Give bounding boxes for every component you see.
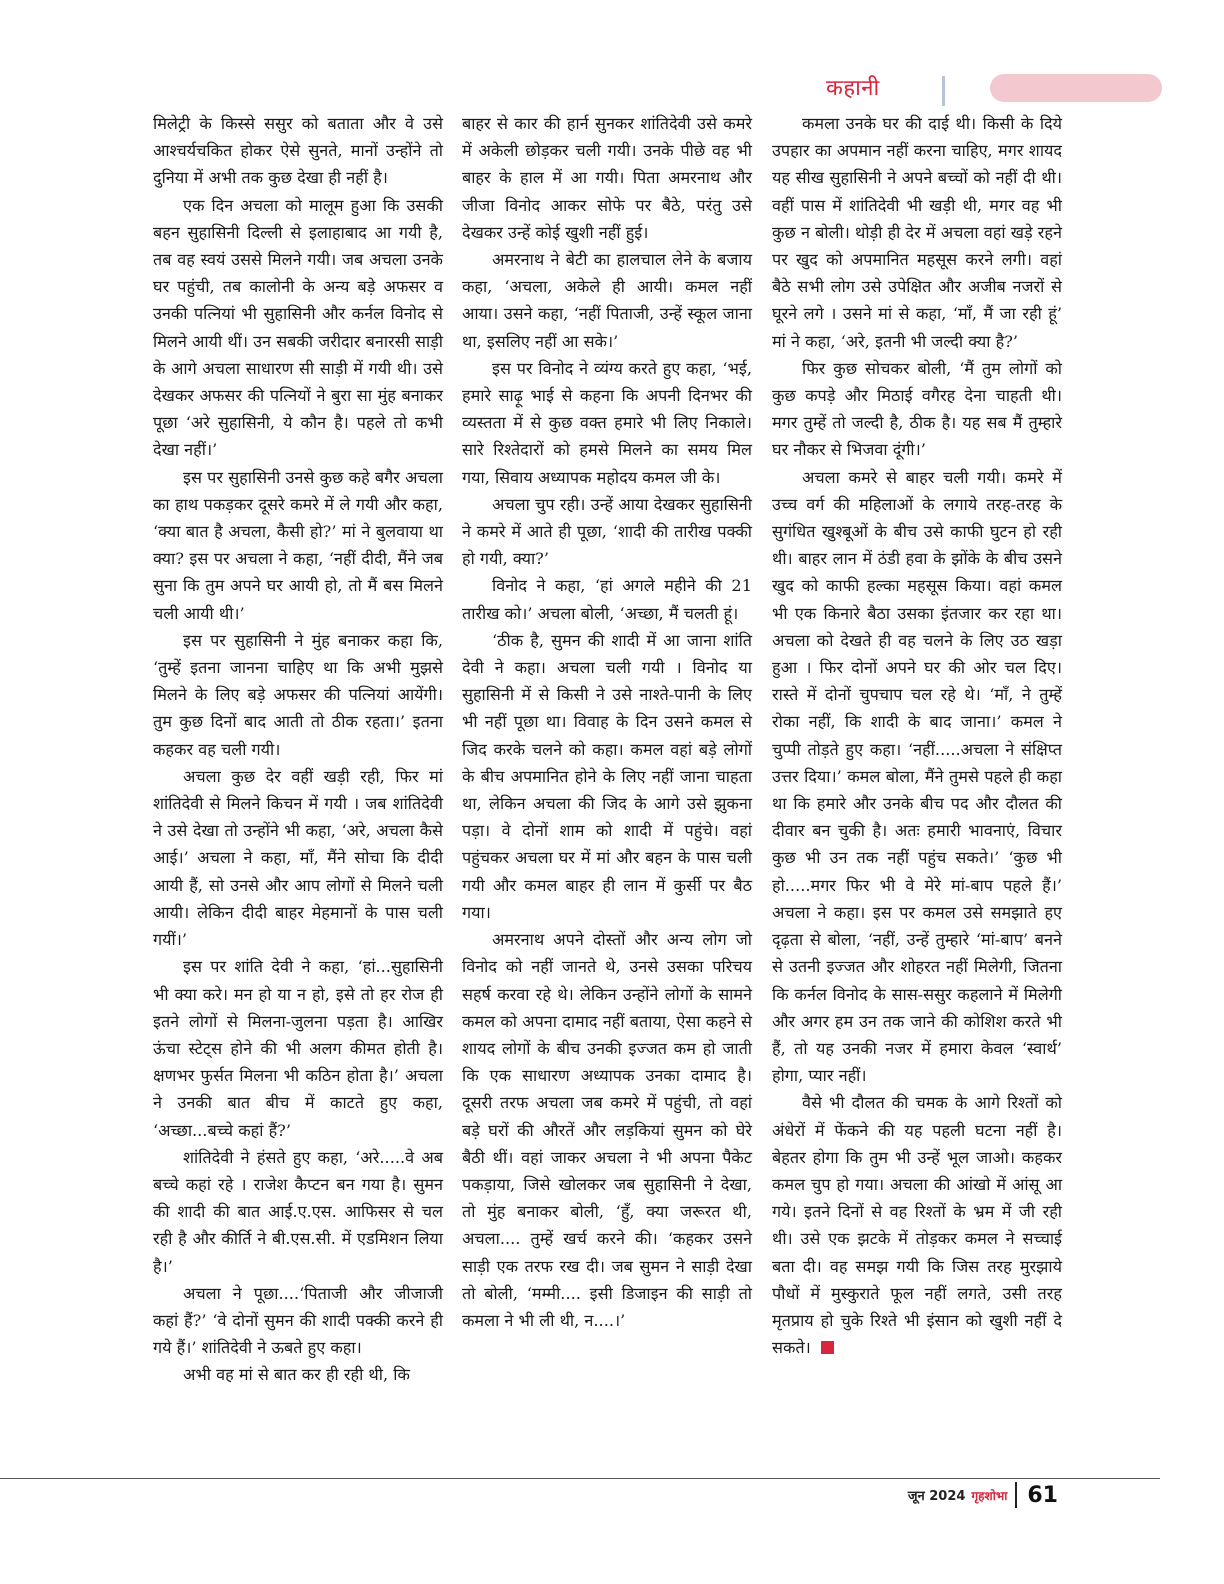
paragraph-text: बाहर से कार की हार्न सुनकर शांतिदेवी उसे कमरे में अकेली छोड़कर चली गयी। उनके पीछे वह भी बाहर के हाल में आ गयी। पिता अमरनाथ और जीजा विनोद आकर सोफे पर बैठे, परंतु उसे देखकर उन्हें कोई खुशी नहीं हुई। [462, 114, 752, 242]
paragraph-text: फिर कुछ सोचकर बोली, ‘मैं तुम लोगों को कुछ कपड़े और मिठाई वगैरह देना चाहती थी। मगर तुम्हें तो जल्दी है, ठीक है। यह सब मैं तुम्हारे घर नौकर से भिजवा दूंगी।’ [772, 358, 1062, 460]
paragraph [462, 355, 752, 491]
text-column-3 [772, 110, 1062, 1361]
text-column-2 [462, 110, 752, 1334]
paragraph [772, 464, 1062, 1090]
decorative-pill [990, 74, 1162, 102]
paragraph-text: एक दिन अचला को मालूम हुआ कि उसकी बहन सुहासिनी दिल्ली से इलाहाबाद आ गयी है, तब वह स्वयं उससे मिलने गयी। जब अचला उनके घर पहुंची, तब कालोनी के अन्य बड़े अफसर व उनकी पत्नियां भी सुहासिनी और कर्नल विनोद से मिलने आयी थीं। उन सबकी जरीदार बनारसी साड़ी के आगे अचला साधारण सी साड़ी में गयी थी। उसे देखकर अफसर की पत्नियों ने बुरा सा मुंह बनाकर पूछा ‘अरे सुहासिनी, ये कौन है। पहले तो कभी देखा नहीं।’ [153, 195, 443, 460]
paragraph [772, 1089, 1062, 1361]
paragraph-text: ‘ठीक है, सुमन की शादी में आ जाना शांति देवी ने कहा। अचला चली गयी । विनोद या सुहासिनी में से किसी ने उसे नाश्ते-पानी के लिए भी नहीं पूछा था। विवाह के दिन उसने कमल से जिद करके चलने को कहा। कमल वहां बड़े लोगों के बीच अपमानित होने के लिए नहीं जाना चाहता था, लेकिन अचला की जिद के आगे उसे झुकना पड़ा। वे दोनों शाम को शादी में पहुंचे। वहां पहुंचकर अचला घर में मां और बहन के पास चली गयी और कमल बाहर ही लान में कुर्सी पर बैठ गया। [462, 630, 752, 922]
paragraph-text: अचला कुछ देर वहीं खड़ी रही, फिर मां शांतिदेवी से मिलने किचन में गयी । जब शांतिदेवी ने उसे देखा तो उन्होंने भी कहा, ‘अरे, अचला कैसे आई।’ अचला ने कहा, माँ, मैंने सोचा कि दीदी आयी हैं, सो उनसे और आप लोगों से मिलने चली आयी। लेकिन दीदी बाहर मेहमानों के पास चली गयीं।’ [153, 766, 443, 950]
paragraph-text: शांतिदेवी ने हंसते हुए कहा, ‘अरे.....वे अब बच्चे कहां रहे । राजेश कैप्टन बन गया है। सुमन की शादी की बात आई.ए.एस. आफिसर से चल रही है और कीर्ति ने बी.एस.सी. में एडमिशन लिया है।’ [153, 1147, 443, 1276]
paragraph [772, 110, 1062, 355]
paragraph-text: इस पर विनोद ने व्यंग्य करते हुए कहा, ‘भई, हमारे साढ़ू भाई से कहना कि अपनी दिनभर की व्यस्तता में से कुछ वक्त हमारे भी लिए निकाले। सारे रिश्तेदारों को हमसे मिलने का समय मिल गया, सिवाय अध्यापक महोदय कमल जी के। [462, 358, 752, 487]
paragraph-text: इस पर सुहासिनी ने मुंह बनाकर कहा कि, ‘तुम्हें इतना जानना चाहिए था कि अभी मुझसे मिलने के लिए बड़े अफसर की पत्नियां आयेंगी। तुम कुछ दिनों बाद आती तो ठीक रहता।’ इतना कहकर वह चली गयी। [153, 630, 443, 759]
paragraph-text: मिलेट्री के किस्से ससुर को बताता और वे उसे आश्चर्यचकित होकर ऐसे सुनते, मानों उन्होंने तो दुनिया में अभी तक कुछ देखा ही नहीं है। [153, 114, 443, 188]
story-end-square-icon [821, 1341, 834, 1354]
paragraph-text: अमरनाथ ने बेटी का हालचाल लेने के बजाय कहा, ‘अचला, अकेले ही आयी। कमल नहीं आया। उसने कहा, ‘नहीं पिताजी, उन्हें स्कूल जाना था, इसलिए नहीं आ सके।’ [462, 250, 752, 351]
paragraph-text: विनोद ने कहा, ‘हां अगले महीने की 21 तारीख को।’ अचला बोली, ‘अच्छा, मैं चलती हूं। [462, 576, 752, 623]
paragraph [153, 110, 443, 192]
paragraph-text: अमरनाथ अपने दोस्तों और अन्य लोग जो विनोद को नहीं जानते थे, उनसे उसका परिचय सहर्ष करवा रहे थे। लेकिन उन्होंने लोगों के सामने कमल को अपना दामाद नहीं बताया, ऐसा कहने से शायद लोगों के बीच उनकी इज्जत कम हो जाती कि एक साधारण अध्यापक उनका दामाद है। दूसरी तरफ अचला जब कमरे में पहुंची, तो वहां बड़े घरों की औरतें और लड़कियां सुमन को घेरे बैठी थीं। वहां जाकर अचला ने भी अपना पैकेट पकड़ाया, जिसे खोलकर जब सुहासिनी ने देखा, तो मुंह बनाकर बोली, ‘हुँ, क्या जरूरत थी, अचला.... तुम्हें खर्च करने की। ‘कहकर उसने साड़ी एक तरफ रख दी। जब सुमन ने साड़ी देखा तो बोली, ‘मम्मी.... इसी डिजाइन की साड़ी तो कमला ने भी ली थी, न....।’ [462, 930, 752, 1330]
paragraph [153, 1280, 443, 1362]
paragraph [153, 763, 443, 953]
magazine-logo: गृहशोभा [971, 1488, 1008, 1503]
text-column-1 [153, 110, 443, 1389]
paragraph [772, 355, 1062, 464]
paragraph-text: अचला चुप रही। उन्हें आया देखकर सुहासिनी ने कमरे में आते ही पूछा, ‘शादी की तारीख पक्की हो गयी, क्या?’ [462, 494, 752, 569]
paragraph [462, 110, 752, 246]
paragraph [462, 926, 752, 1334]
paragraph [153, 192, 443, 464]
paragraph-text: अचला कमरे से बाहर चली गयी। कमरे में उच्च वर्ग की महिलाओं के लगाये तरह-तरह के सुगंधित खुश्बूओं के बीच उसे काफी घुटन हो रही थी। बाहर लान में ठंडी हवा के झोंके के बीच उसने खुद को काफी हल्का महसूस किया। वहां कमल भी एक किनारे बैठा उसका इंतजार कर रहा था। अचला को देखते ही वह चलने के लिए उठ खड़ा हुआ । फिर दोनों अपने घर की ओर चल दिए। रास्ते में दोनों चुपचाप चल रहे थे। ‘माँ, ने तुम्हें रोका नहीं, कि शादी के बाद जाना।’ कमल ने चुप्पी तोड़ते हुए कहा। ‘नहीं.....अचला ने संक्षिप्त उत्तर दिया।’ कमल बोला, मैंने तुमसे पहले ही कहा था कि हमारे और उनके बीच पद और दौलत की दीवार बन चुकी है। अतः हमारी भावनाएं, विचार कुछ भी उन तक नहीं पहुंच सकते।’ ‘कुछ भी हो.....मगर फिर भी वे मेरे मां-बाप पहले हैं।’ अचला ने कहा। इस पर कमल उसे समझाते हए दृढ़ता से बोला, ‘नहीं, उन्हें तुम्हारे ‘मां-बाप’ बनने से उतनी इज्जत और शोहरत नहीं मिलेगी, जितना कि कर्नल विनोद के सास-ससुर कहलाने में मिलेगी और अगर हम उन तक जाने की कोशिश करते भी हैं, तो यह उनकी नजर में हमारा केवल ‘स्वार्थ’ होगा, प्यार नहीं। [772, 467, 1062, 1086]
paragraph-text: इस पर सुहासिनी उनसे कुछ कहे बगैर अचला का हाथ पकड़कर दूसरे कमरे में ले गयी और कहा, ‘क्या बात है अचला, कैसी हो?’ मां ने बुलवाया था क्या? इस पर अचला ने कहा, ‘नहीं दीदी, मैंने जब सुना कि तुम अपने घर आयी हो, तो मैं बस मिलने चली आयी थी।’ [153, 467, 443, 623]
paragraph-text: कमला उनके घर की दाई थी। किसी के दिये उपहार का अपमान नहीं करना चाहिए, मगर शायद यह सीख सुहासिनी ने अपने बच्चों को नहीं दी थी। वहीं पास में शांतिदेवी भी खड़ी थी, मगर वह भी कुछ न बोली। थोड़ी ही देर में अचला वहां खड़े रहने पर खुद को अपमानित महसूस करने लगी। वहां बैठे सभी लोग उसे उपेक्षित और अजीब नजरों से घूरने लगे । उसने मां से कहा, ‘माँ, मैं जा रही हूं’ मां ने कहा, ‘अरे, इतनी भी जल्दी क्या है?’ [772, 114, 1062, 351]
footer-rule [0, 1478, 1160, 1479]
paragraph-text: अचला ने पूछा....‘पिताजी और जीजाजी कहां हैं?’ ‘वे दोनों सुमन की शादी पक्की करने ही गये हैं।’ शांतिदेवी ने ऊबते हुए कहा। [153, 1283, 443, 1358]
paragraph [462, 491, 752, 573]
paragraph-text: इस पर शांति देवी ने कहा, ‘हां...सुहासिनी भी क्या करे। मन हो या न हो, इसे तो हर रोज ही इतने लोगों से मिलना-जुलना पड़ता है। आखिर ऊंचा स्टेट्स होने की भी अलग कीमत होती है। क्षणभर फुर्सत मिलना भी कठिन होता है।’ अचला ने उनकी बात बीच में काटते हुए कहा, ‘अच्छा...बच्चे कहां हैं?’ [153, 957, 443, 1140]
paragraph [153, 464, 443, 627]
paragraph-text: अभी वह मां से बात कर ही रही थी, कि [183, 1365, 410, 1385]
paragraph [153, 627, 443, 763]
page-footer [908, 1482, 1058, 1508]
page-number: 61 [1027, 1482, 1058, 1508]
section-divider [942, 76, 945, 106]
paragraph [153, 1144, 443, 1280]
issue-date: जून 2024 [907, 1489, 966, 1504]
paragraph-text: वैसे भी दौलत की चमक के आगे रिश्तों को अंधेरों में फेंकने की यह पहली घटना नहीं है। बेहतर होगा कि तुम भी उन्हें भूल जाओ। कहकर कमल चुप हो गया। अचला की आंखो में आंसू आ गये। इतने दिनों से वह रिश्तों के भ्रम में जी रही थी। उसे एक झटके में तोड़कर कमल ने सच्चाई बता दी। वह समझ गयी कि जिस तरह मुरझाये पौधों में मुस्कुराते फूल नहीं लगते, उसी तरह मृतप्राय हो चुके रिश्ते भी इंसान को खुशी नहीं दे सकते। [772, 1093, 1062, 1358]
paragraph [462, 246, 752, 355]
footer-separator [1015, 1482, 1017, 1508]
section-title: कहानी [826, 76, 880, 101]
paragraph [153, 1361, 443, 1388]
paragraph [462, 627, 752, 926]
paragraph [462, 572, 752, 626]
paragraph [153, 953, 443, 1143]
